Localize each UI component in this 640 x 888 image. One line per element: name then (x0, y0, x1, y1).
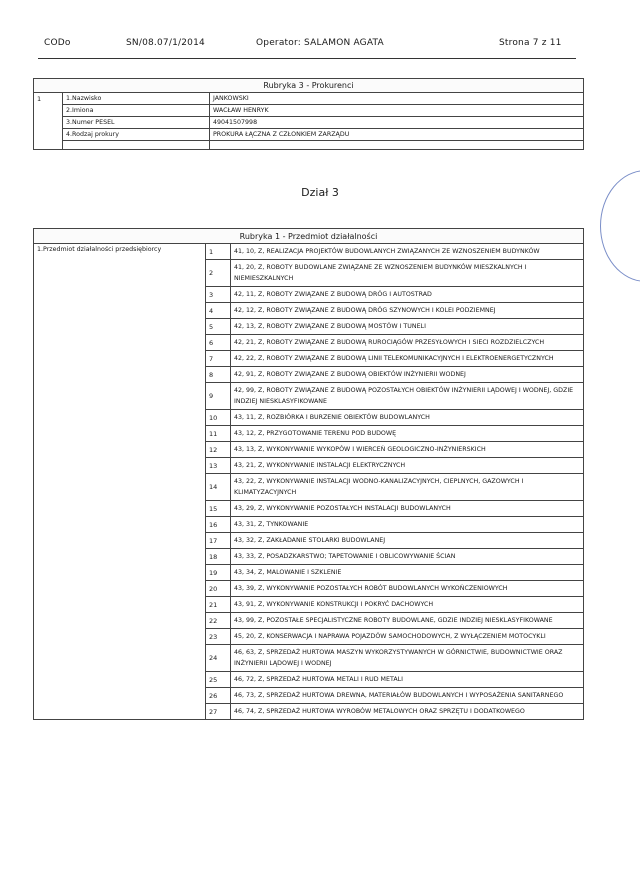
activity-number: 19 (206, 565, 231, 581)
activity-description: 42, 11, Z, ROBOTY ZWIĄZANE Z BUDOWĄ DRÓG I AUTOSTRAD (231, 287, 584, 303)
field-label: 4.Rodzaj prokury (63, 129, 210, 141)
activity-number: 24 (206, 645, 231, 672)
header-divider (38, 58, 576, 59)
activity-description: 41, 10, Z, REALIZACJA PROJEKTÓW BUDOWLANYCH ZWIĄZANYCH ZE WZNOSZENIEM BUDYNKÓW (231, 244, 584, 260)
activity-number: 14 (206, 474, 231, 501)
activity-number: 8 (206, 367, 231, 383)
activity-description: 45, 20, Z, KONSERWACJA I NAPRAWA POJAZDÓW SAMOCHODOWYCH, Z WYŁĄCZENIEM MOTOCYKLI (231, 629, 584, 645)
activity-number: 4 (206, 303, 231, 319)
activity-number: 3 (206, 287, 231, 303)
activity-number: 10 (206, 410, 231, 426)
activity-description: 43, 11, Z, ROZBIÓRKA I BURZENIE OBIEKTÓW BUDOWLANYCH (231, 410, 584, 426)
activity-description: 43, 99, Z, POZOSTAŁE SPECJALISTYCZNE ROBOTY BUDOWLANE, GDZIE INDZIEJ NIESKLASYFIKOWANE (231, 613, 584, 629)
activity-number: 1 (206, 244, 231, 260)
activity-description: 42, 99, Z, ROBOTY ZWIĄZANE Z BUDOWĄ POZOSTAŁYCH OBIEKTÓW INŻYNIERII LĄDOWEJ I WODNEJ, GDZIE INDZIEJ NIESKLASYFIKOWANE (231, 383, 584, 410)
activity-number: 18 (206, 549, 231, 565)
activity-number: 22 (206, 613, 231, 629)
activity-number: 12 (206, 442, 231, 458)
activity-number: 20 (206, 581, 231, 597)
activity-number: 2 (206, 260, 231, 287)
field-label: 3.Numer PESEL (63, 117, 210, 129)
rubryka1-title: Rubryka 1 - Przedmiot działalności (34, 229, 584, 244)
activity-number: 16 (206, 517, 231, 533)
activity-description: 43, 12, Z, PRZYGOTOWANIE TERENU POD BUDOWĘ (231, 426, 584, 442)
rubryka3-table (33, 78, 584, 150)
activity-description: 43, 31, Z, TYNKOWANIE (231, 517, 584, 533)
activity-description: 43, 33, Z, POSADZKARSTWO; TAPETOWANIE I OBLICOWYWANIE ŚCIAN (231, 549, 584, 565)
activity-description: 43, 91, Z, WYKONYWANIE KONSTRUKCJI I POKRYĆ DACHOWYCH (231, 597, 584, 613)
page-header (44, 38, 568, 56)
page-number: Strona 7 z 11 (499, 38, 562, 48)
field-label: 1.Nazwisko (63, 93, 210, 105)
activity-number: 15 (206, 501, 231, 517)
activity-description: 46, 74, Z, SPRZEDAŻ HURTOWA WYROBÓW METALOWYCH ORAZ SPRZĘTU I DODATKOWEGO (231, 704, 584, 720)
activity-description: 43, 29, Z, WYKONYWANIE POZOSTAŁYCH INSTALACJI BUDOWLANYCH (231, 501, 584, 517)
empty-cell (63, 141, 210, 150)
activity-number: 5 (206, 319, 231, 335)
activity-description: 46, 72, Z, SPRZEDAŻ HURTOWA METALI I RUD METALI (231, 672, 584, 688)
empty-cell (210, 141, 584, 150)
activity-number: 23 (206, 629, 231, 645)
activity-description: 43, 21, Z, WYKONYWANIE INSTALACJI ELEKTRYCZNYCH (231, 458, 584, 474)
activity-number: 9 (206, 383, 231, 410)
section-title: Dział 3 (301, 186, 339, 199)
rubryka3-title: Rubryka 3 - Prokurenci (34, 79, 584, 93)
activity-number: 25 (206, 672, 231, 688)
activity-number: 27 (206, 704, 231, 720)
activity-description: 42, 21, Z, ROBOTY ZWIĄZANE Z BUDOWĄ RUROCIĄGÓW PRZESYŁOWYCH I SIECI ROZDZIELCZYCH (231, 335, 584, 351)
activity-number: 26 (206, 688, 231, 704)
document-code: CODo (44, 38, 71, 48)
activity-description: 43, 22, Z, WYKONYWANIE INSTALACJI WODNO-KANALIZACYJNYCH, CIEPLNYCH, GAZOWYCH I KLIMATYZACYJNYCH (231, 474, 584, 501)
activity-number: 21 (206, 597, 231, 613)
activity-description: 43, 13, Z, WYKONYWANIE WYKOPÓW I WIERCEŃ GEOLOGICZNO-INŻYNIERSKICH (231, 442, 584, 458)
activity-description: 42, 91, Z, ROBOTY ZWIĄZANE Z BUDOWĄ OBIEKTÓW INŻYNIERII WODNEJ (231, 367, 584, 383)
activity-number: 6 (206, 335, 231, 351)
activity-description: 43, 39, Z, WYKONYWANIE POZOSTAŁYCH ROBÓT BUDOWLANYCH WYKOŃCZENIOWYCH (231, 581, 584, 597)
field-value: JANKOWSKI (210, 93, 584, 105)
activity-description: 43, 34, Z, MALOWANIE I SZKLENIE (231, 565, 584, 581)
activity-description: 41, 20, Z, ROBOTY BUDOWLANE ZWIĄZANE ZE WZNOSZENIEM BUDYNKÓW MIESZKALNYCH I NIEMIESZKALNYCH (231, 260, 584, 287)
activity-description: 46, 63, Z, SPRZEDAŻ HURTOWA MASZYN WYKORZYSTYWANYCH W GÓRNICTWIE, BUDOWNICTWIE ORAZ INŻYNIERII LĄDOWEJ I WODNEJ (231, 645, 584, 672)
activity-description: 46, 73, Z, SPRZEDAŻ HURTOWA DREWNA, MATERIAŁÓW BUDOWLANYCH I WYPOSAŻENIA SANITARNEGO (231, 688, 584, 704)
rubryka3-entry-number: 1 (34, 93, 63, 150)
activity-number: 11 (206, 426, 231, 442)
activity-description: 42, 13, Z, ROBOTY ZWIĄZANE Z BUDOWĄ MOSTÓW I TUNELI (231, 319, 584, 335)
activity-description: 43, 32, Z, ZAKŁADANIE STOLARKI BUDOWLANEJ (231, 533, 584, 549)
activity-description: 42, 22, Z, ROBOTY ZWIĄZANE Z BUDOWĄ LINII TELEKOMUNIKACYJNYCH I ELEKTROENERGETYCZNYCH (231, 351, 584, 367)
activity-description: 42, 12, Z, ROBOTY ZWIĄZANE Z BUDOWĄ DRÓG SZYNOWYCH I KOLEI PODZIEMNEJ (231, 303, 584, 319)
operator-name: Operator: SALAMON AGATA (256, 38, 384, 48)
field-label: 2.Imiona (63, 105, 210, 117)
activity-number: 7 (206, 351, 231, 367)
table-row (34, 244, 584, 260)
activity-label: 1.Przedmiot działalności przedsiębiorcy (34, 244, 206, 720)
field-value: 49041507998 (210, 117, 584, 129)
field-value: WACŁAW HENRYK (210, 105, 584, 117)
case-number: SN/08.07/1/2014 (126, 38, 205, 48)
rubryka1-table (33, 228, 584, 720)
activity-number: 13 (206, 458, 231, 474)
activity-number: 17 (206, 533, 231, 549)
field-value: PROKURA ŁĄCZNA Z CZŁONKIEM ZARZĄDU (210, 129, 584, 141)
